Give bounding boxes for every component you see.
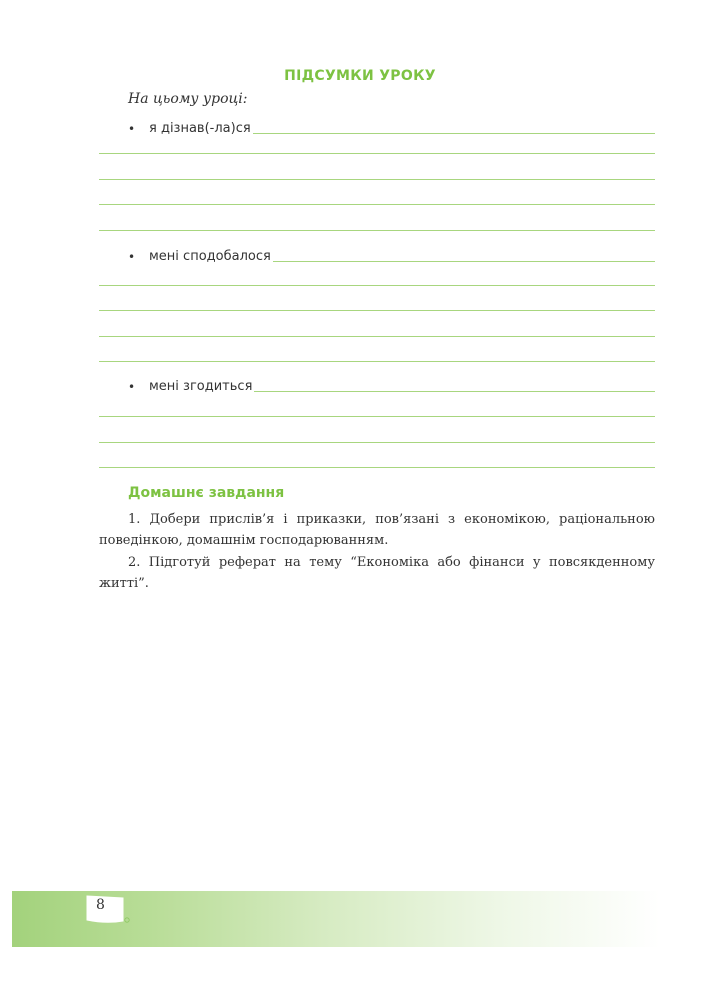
answer-line[interactable]: [254, 391, 655, 392]
prompt-label: мені згодиться: [149, 379, 253, 394]
prompt-learned: [128, 118, 655, 138]
prompt-label: мені сподобалося: [149, 249, 271, 264]
page-number: 8: [96, 897, 105, 913]
answer-line[interactable]: [99, 442, 655, 443]
answer-line[interactable]: [99, 467, 655, 468]
bullet-icon: •: [128, 250, 136, 264]
answer-line[interactable]: [99, 230, 655, 231]
summary-intro: На цьому уроці:: [128, 91, 248, 107]
answer-line[interactable]: [99, 416, 655, 417]
answer-line[interactable]: [99, 204, 655, 205]
answer-line[interactable]: [99, 179, 655, 180]
homework-heading: Домашнє завдання: [128, 485, 285, 501]
bullet-icon: •: [128, 122, 136, 136]
answer-line[interactable]: [99, 336, 655, 337]
prompt-liked: [128, 246, 655, 266]
answer-line[interactable]: [273, 261, 655, 262]
answer-line[interactable]: [99, 310, 655, 311]
answer-line[interactable]: [253, 133, 655, 134]
answer-line[interactable]: [99, 153, 655, 154]
homework-task-1: 1. Добери прислів’я і приказки, пов’язані з економікою, раціональною поведінкою, домашнім господарюванням.: [99, 512, 655, 548]
prompt-useful: [128, 376, 655, 396]
answer-line[interactable]: [99, 361, 655, 362]
lesson-summary-title: ПІДСУМКИ УРОКУ: [284, 68, 436, 84]
answer-line[interactable]: [99, 285, 655, 286]
homework-task-2: 2. Підготуй реферат на тему “Економіка або фінанси у повсякденному житті”.: [99, 555, 655, 591]
bullet-icon: •: [128, 380, 136, 394]
page-flag-icon: [86, 894, 132, 926]
prompt-label: я дізнав(-ла)ся: [149, 121, 251, 136]
